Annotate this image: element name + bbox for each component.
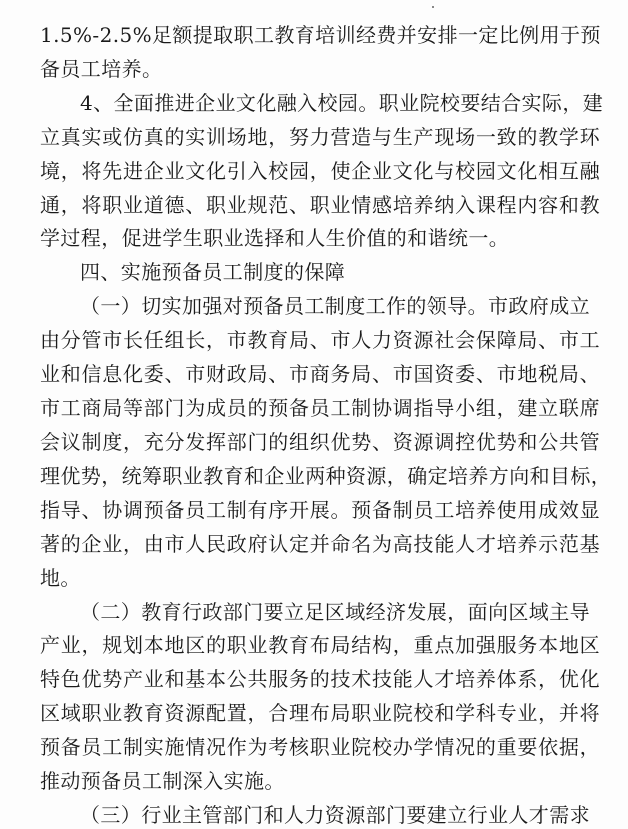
section-heading: 四、实施预备员工制度的保障 xyxy=(80,260,346,284)
paragraph-line: 立真实或仿真的实训场地，努力营造与生产现场一致的教学环 xyxy=(40,125,600,149)
paragraph-line: 通，将职业道德、职业规范、职业情感培养纳入课程内容和教 xyxy=(40,193,600,217)
paragraph-line: 推动预备员工制深入实施。 xyxy=(40,769,285,793)
paragraph-line: 境，将先进企业文化引入校园，使企业文化与校园文化相互融 xyxy=(40,159,600,183)
paragraph-line: 4、全面推进企业文化融入校园。职业院校要结合实际，建 xyxy=(80,91,604,115)
paragraph-line: 理优势，统筹职业教育和企业两种资源，确定培养方向和目标， xyxy=(40,464,612,488)
paragraph-line: （二）教育行政部门要立足区域经济发展，面向区域主导 xyxy=(80,600,590,624)
paragraph-line: 学过程，促进学生职业选择和人生价值的和谐统一。 xyxy=(40,226,510,250)
paragraph-line: 产业，规划本地区的职业教育布局结构，重点加强服务本地区 xyxy=(40,633,600,657)
paragraph-line: 备员工培养。 xyxy=(40,57,163,81)
paragraph-line: 市工商局等部门为成员的预备员工制协调指导小组，建立联席 xyxy=(40,396,600,420)
paragraph-line: （三）行业主管部门和人力资源部门要建立行业人才需求 xyxy=(80,803,590,827)
paragraph-line: 著的企业，由市人民政府认定并命名为高技能人才培养示范基 xyxy=(40,532,600,556)
paragraph-line: 区域职业教育资源配置，合理布局职业院校和学科专业，并将 xyxy=(40,701,600,725)
paragraph-line: 1.5%-2.5%足额提取职工教育培训经费并安排一定比例用于预 xyxy=(40,23,601,47)
paragraph-line: 指导、协调预备员工制有序开展。预备制员工培养使用成效显 xyxy=(40,498,600,522)
scan-artifact-dot xyxy=(432,6,434,8)
paragraph-line: 预备员工制实施情况作为考核职业院校办学情况的重要依据， xyxy=(40,735,600,759)
paragraph-line: 特色优势产业和基本公共服务的技术技能人才培养体系，优化 xyxy=(40,667,600,691)
paragraph-line: 由分管市长任组长，市教育局、市人力资源社会保障局、市工 xyxy=(40,328,600,352)
paragraph-line: 会议制度，充分发挥部门的组织优势、资源调控优势和公共管 xyxy=(40,430,600,454)
paragraph-line: （一）切实加强对预备员工制度工作的领导。市政府成立 xyxy=(80,294,590,318)
paragraph-line: 业和信息化委、市财政局、市商务局、市国资委、市地税局、 xyxy=(40,362,600,386)
paragraph-line: 地。 xyxy=(40,566,81,590)
